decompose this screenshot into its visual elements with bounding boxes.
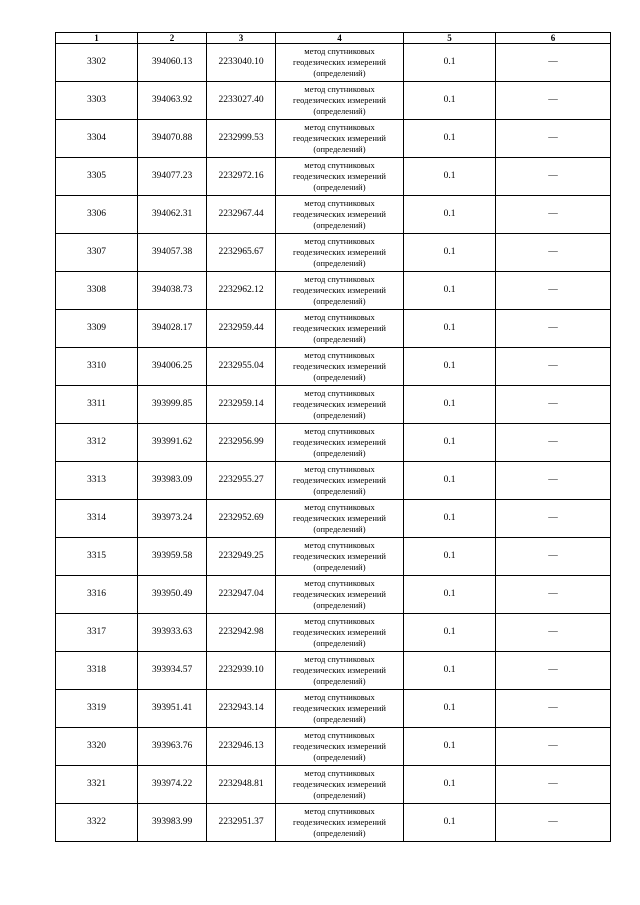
point-number-cell: 3311 [56, 386, 138, 424]
accuracy-cell: 0.1 [404, 272, 496, 310]
table-row [56, 424, 611, 462]
table-row [56, 272, 611, 310]
point-number-cell: 3320 [56, 728, 138, 766]
table-row [56, 576, 611, 614]
x-coordinate-cell: 393973.24 [138, 500, 207, 538]
method-text-line: геодезических измерений [293, 703, 386, 713]
accuracy-cell: 0.1 [404, 652, 496, 690]
method-text-line: (определений) [313, 410, 366, 420]
y-coordinate-cell: 2232949.25 [207, 538, 276, 576]
method-text-line: метод спутниковых [304, 312, 375, 322]
method-text-line: (определений) [313, 486, 366, 496]
accuracy-cell: 0.1 [404, 614, 496, 652]
method-text-line: метод спутниковых [304, 426, 375, 436]
method-text-line: метод спутниковых [304, 654, 375, 664]
method-text-line: геодезических измерений [293, 627, 386, 637]
point-number-cell: 3312 [56, 424, 138, 462]
method-text-line: (определений) [313, 638, 366, 648]
note-cell: — [496, 424, 611, 462]
table-body [56, 44, 611, 842]
table-row [56, 386, 611, 424]
method-text-line: (определений) [313, 828, 366, 838]
method-text-line: метод спутниковых [304, 236, 375, 246]
note-cell: — [496, 348, 611, 386]
method-text-line: метод спутниковых [304, 274, 375, 284]
method-cell [276, 690, 404, 728]
method-text-line: (определений) [313, 790, 366, 800]
method-text-line: метод спутниковых [304, 388, 375, 398]
method-text-line: (определений) [313, 448, 366, 458]
table-row [56, 44, 611, 82]
note-cell: — [496, 234, 611, 272]
table-row [56, 82, 611, 120]
accuracy-cell: 0.1 [404, 500, 496, 538]
note-cell: — [496, 44, 611, 82]
method-text-line: метод спутниковых [304, 350, 375, 360]
method-cell [276, 766, 404, 804]
point-number-cell: 3315 [56, 538, 138, 576]
method-cell [276, 804, 404, 842]
method-text-line: метод спутниковых [304, 578, 375, 588]
y-coordinate-cell: 2233040.10 [207, 44, 276, 82]
method-text-line: геодезических измерений [293, 817, 386, 827]
method-text-line: геодезических измерений [293, 665, 386, 675]
point-number-cell: 3321 [56, 766, 138, 804]
accuracy-cell: 0.1 [404, 234, 496, 272]
table-row [56, 120, 611, 158]
method-text-line: метод спутниковых [304, 540, 375, 550]
method-text-line: геодезических измерений [293, 437, 386, 447]
accuracy-cell: 0.1 [404, 82, 496, 120]
y-coordinate-cell: 2232967.44 [207, 196, 276, 234]
x-coordinate-cell: 393999.85 [138, 386, 207, 424]
method-text-line: геодезических измерений [293, 741, 386, 751]
note-cell: — [496, 614, 611, 652]
method-text-line: (определений) [313, 600, 366, 610]
method-text-line: (определений) [313, 68, 366, 78]
accuracy-cell: 0.1 [404, 804, 496, 842]
point-number-cell: 3317 [56, 614, 138, 652]
y-coordinate-cell: 2232948.81 [207, 766, 276, 804]
y-coordinate-cell: 2232955.04 [207, 348, 276, 386]
method-text-line: (определений) [313, 714, 366, 724]
accuracy-cell: 0.1 [404, 44, 496, 82]
method-cell [276, 576, 404, 614]
method-text-line: (определений) [313, 562, 366, 572]
x-coordinate-cell: 394062.31 [138, 196, 207, 234]
accuracy-cell: 0.1 [404, 690, 496, 728]
method-text-line: геодезических измерений [293, 95, 386, 105]
method-text-line: геодезических измерений [293, 551, 386, 561]
y-coordinate-cell: 2232942.98 [207, 614, 276, 652]
method-text-line: (определений) [313, 144, 366, 154]
method-text-line: геодезических измерений [293, 323, 386, 333]
y-coordinate-cell: 2232951.37 [207, 804, 276, 842]
point-number-cell: 3304 [56, 120, 138, 158]
x-coordinate-cell: 394057.38 [138, 234, 207, 272]
y-coordinate-cell: 2232962.12 [207, 272, 276, 310]
method-text-line: метод спутниковых [304, 502, 375, 512]
note-cell: — [496, 386, 611, 424]
method-text-line: метод спутниковых [304, 84, 375, 94]
table-row [56, 614, 611, 652]
x-coordinate-cell: 393959.58 [138, 538, 207, 576]
method-text-line: метод спутниковых [304, 692, 375, 702]
point-number-cell: 3305 [56, 158, 138, 196]
y-coordinate-cell: 2232943.14 [207, 690, 276, 728]
accuracy-cell: 0.1 [404, 196, 496, 234]
method-cell [276, 424, 404, 462]
method-text-line: (определений) [313, 334, 366, 344]
method-text-line: геодезических измерений [293, 209, 386, 219]
x-coordinate-cell: 394070.88 [138, 120, 207, 158]
point-number-cell: 3316 [56, 576, 138, 614]
method-text-line: (определений) [313, 752, 366, 762]
point-number-cell: 3308 [56, 272, 138, 310]
y-coordinate-cell: 2232947.04 [207, 576, 276, 614]
method-cell [276, 120, 404, 158]
method-text-line: геодезических измерений [293, 361, 386, 371]
method-text-line: (определений) [313, 106, 366, 116]
method-text-line: геодезических измерений [293, 247, 386, 257]
method-text-line: геодезических измерений [293, 589, 386, 599]
x-coordinate-cell: 393950.49 [138, 576, 207, 614]
accuracy-cell: 0.1 [404, 576, 496, 614]
method-text-line: (определений) [313, 258, 366, 268]
note-cell: — [496, 272, 611, 310]
x-coordinate-cell: 394038.73 [138, 272, 207, 310]
accuracy-cell: 0.1 [404, 766, 496, 804]
column-header-4: 4 [276, 33, 404, 44]
method-cell [276, 272, 404, 310]
table-row [56, 158, 611, 196]
note-cell: — [496, 500, 611, 538]
method-text-line: (определений) [313, 372, 366, 382]
method-cell [276, 538, 404, 576]
method-cell [276, 728, 404, 766]
point-number-cell: 3322 [56, 804, 138, 842]
accuracy-cell: 0.1 [404, 120, 496, 158]
accuracy-cell: 0.1 [404, 538, 496, 576]
method-text-line: метод спутниковых [304, 46, 375, 56]
point-number-cell: 3318 [56, 652, 138, 690]
method-text-line: метод спутниковых [304, 616, 375, 626]
y-coordinate-cell: 2232956.99 [207, 424, 276, 462]
x-coordinate-cell: 393933.63 [138, 614, 207, 652]
method-text-line: (определений) [313, 524, 366, 534]
method-text-line: метод спутниковых [304, 768, 375, 778]
accuracy-cell: 0.1 [404, 310, 496, 348]
note-cell: — [496, 538, 611, 576]
y-coordinate-cell: 2232939.10 [207, 652, 276, 690]
x-coordinate-cell: 393974.22 [138, 766, 207, 804]
point-number-cell: 3319 [56, 690, 138, 728]
x-coordinate-cell: 394006.25 [138, 348, 207, 386]
coordinates-table [55, 32, 611, 842]
x-coordinate-cell: 393983.99 [138, 804, 207, 842]
column-header-3: 3 [207, 33, 276, 44]
table-row [56, 538, 611, 576]
method-cell [276, 462, 404, 500]
x-coordinate-cell: 394028.17 [138, 310, 207, 348]
method-text-line: метод спутниковых [304, 122, 375, 132]
x-coordinate-cell: 393934.57 [138, 652, 207, 690]
method-text-line: метод спутниковых [304, 464, 375, 474]
note-cell: — [496, 576, 611, 614]
table-row [56, 804, 611, 842]
table-row [56, 196, 611, 234]
method-text-line: (определений) [313, 182, 366, 192]
table-row [56, 310, 611, 348]
note-cell: — [496, 652, 611, 690]
x-coordinate-cell: 394077.23 [138, 158, 207, 196]
method-text-line: геодезических измерений [293, 171, 386, 181]
column-header-2: 2 [138, 33, 207, 44]
accuracy-cell: 0.1 [404, 462, 496, 500]
note-cell: — [496, 462, 611, 500]
column-header-6: 6 [496, 33, 611, 44]
method-text-line: (определений) [313, 676, 366, 686]
point-number-cell: 3307 [56, 234, 138, 272]
method-cell [276, 196, 404, 234]
method-text-line: (определений) [313, 296, 366, 306]
point-number-cell: 3303 [56, 82, 138, 120]
note-cell: — [496, 766, 611, 804]
method-cell [276, 386, 404, 424]
point-number-cell: 3313 [56, 462, 138, 500]
point-number-cell: 3309 [56, 310, 138, 348]
note-cell: — [496, 310, 611, 348]
x-coordinate-cell: 394060.13 [138, 44, 207, 82]
method-text-line: геодезических измерений [293, 57, 386, 67]
method-cell [276, 44, 404, 82]
note-cell: — [496, 120, 611, 158]
y-coordinate-cell: 2233027.40 [207, 82, 276, 120]
table-row [56, 690, 611, 728]
accuracy-cell: 0.1 [404, 728, 496, 766]
y-coordinate-cell: 2232965.67 [207, 234, 276, 272]
method-cell [276, 310, 404, 348]
method-text-line: геодезических измерений [293, 475, 386, 485]
table-row [56, 234, 611, 272]
note-cell: — [496, 158, 611, 196]
y-coordinate-cell: 2232955.27 [207, 462, 276, 500]
method-cell [276, 652, 404, 690]
note-cell: — [496, 196, 611, 234]
point-number-cell: 3306 [56, 196, 138, 234]
method-text-line: геодезических измерений [293, 513, 386, 523]
y-coordinate-cell: 2232959.44 [207, 310, 276, 348]
method-cell [276, 234, 404, 272]
note-cell: — [496, 82, 611, 120]
x-coordinate-cell: 393991.62 [138, 424, 207, 462]
table-row [56, 766, 611, 804]
point-number-cell: 3302 [56, 44, 138, 82]
method-text-line: геодезических измерений [293, 399, 386, 409]
table-row [56, 348, 611, 386]
y-coordinate-cell: 2232952.69 [207, 500, 276, 538]
method-text-line: метод спутниковых [304, 198, 375, 208]
accuracy-cell: 0.1 [404, 348, 496, 386]
x-coordinate-cell: 393963.76 [138, 728, 207, 766]
table-row [56, 462, 611, 500]
method-cell [276, 500, 404, 538]
x-coordinate-cell: 393983.09 [138, 462, 207, 500]
accuracy-cell: 0.1 [404, 386, 496, 424]
note-cell: — [496, 690, 611, 728]
method-text-line: метод спутниковых [304, 730, 375, 740]
y-coordinate-cell: 2232946.13 [207, 728, 276, 766]
note-cell: — [496, 804, 611, 842]
method-cell [276, 82, 404, 120]
method-cell [276, 158, 404, 196]
point-number-cell: 3310 [56, 348, 138, 386]
method-text-line: геодезических измерений [293, 133, 386, 143]
method-cell [276, 614, 404, 652]
method-text-line: метод спутниковых [304, 806, 375, 816]
method-cell [276, 348, 404, 386]
y-coordinate-cell: 2232972.16 [207, 158, 276, 196]
note-cell: — [496, 728, 611, 766]
table-row [56, 500, 611, 538]
method-text-line: метод спутниковых [304, 160, 375, 170]
method-text-line: (определений) [313, 220, 366, 230]
y-coordinate-cell: 2232959.14 [207, 386, 276, 424]
table-row [56, 728, 611, 766]
point-number-cell: 3314 [56, 500, 138, 538]
method-text-line: геодезических измерений [293, 285, 386, 295]
column-header-5: 5 [404, 33, 496, 44]
table-row [56, 652, 611, 690]
method-text-line: геодезических измерений [293, 779, 386, 789]
accuracy-cell: 0.1 [404, 158, 496, 196]
accuracy-cell: 0.1 [404, 424, 496, 462]
table-header-row [56, 33, 611, 44]
x-coordinate-cell: 394063.92 [138, 82, 207, 120]
column-header-1: 1 [56, 33, 138, 44]
x-coordinate-cell: 393951.41 [138, 690, 207, 728]
y-coordinate-cell: 2232999.53 [207, 120, 276, 158]
